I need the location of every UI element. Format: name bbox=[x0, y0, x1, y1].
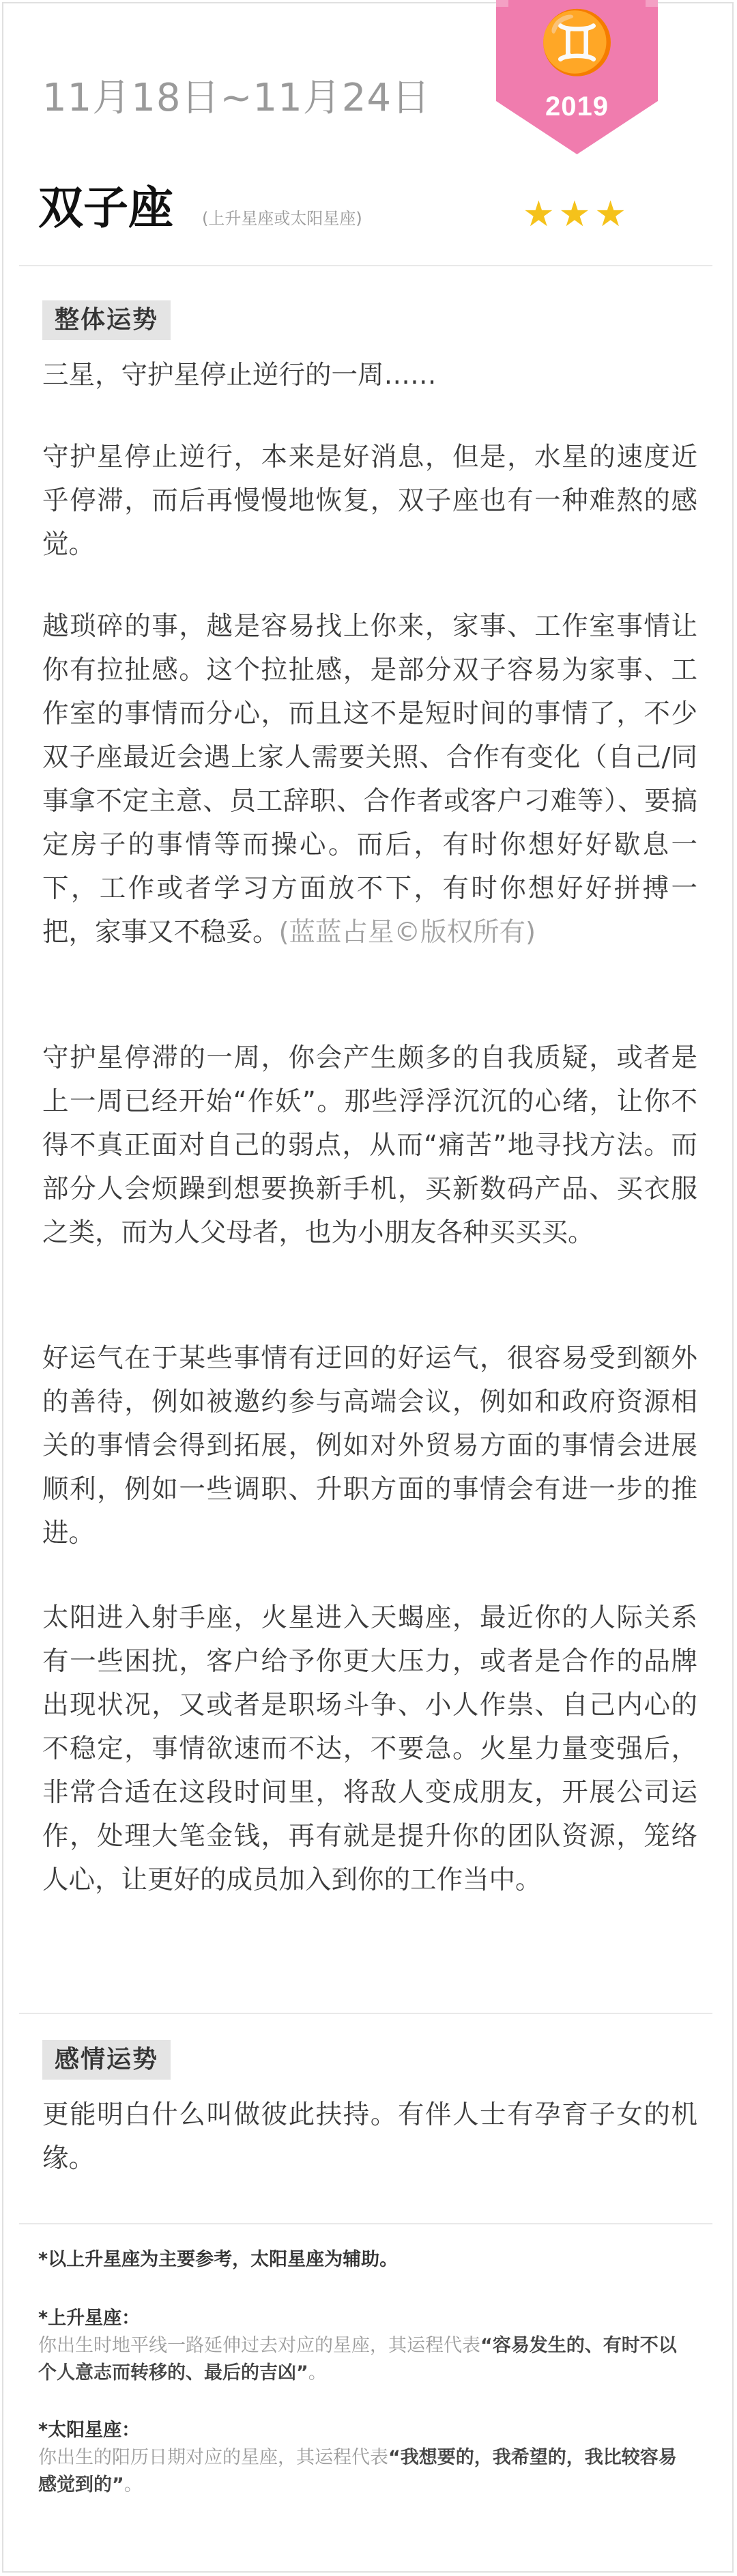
overall-paragraph-5: 好运气在于某些事情有迂回的好运气，很容易受到额外的善待，例如被邀约参与高端会议，例如和政府资源相关的事情会得到拓展，例如对外贸易方面的事情会进展顺利，例如一些调职、升职方面的事情会有进一步的推进。 bbox=[42, 1343, 697, 1548]
love-fortune-tag: 感情运势 bbox=[42, 2040, 171, 2080]
rising-sign-body: 你出生时地平线一路延伸过去对应的星座，其运程代表 bbox=[38, 2335, 480, 2356]
overall-paragraph-4: 守护星停滞的一周，你会产生颇多的自我质疑，或者是上一周已经开始“作妖”。那些浮浮沉沉的心绪，让你不得不真正面对自己的弱点，从而“痛苦”地寻找方法。而部分人会烦躁到想要换新手机，买新数码产品、买衣服之类，而为人父母者，也为小朋友各种买买买。 bbox=[42, 1043, 697, 1248]
section-divider bbox=[19, 2013, 712, 2014]
sun-sign-body: 你出生的阳历日期对应的星座，其运程代表 bbox=[38, 2447, 388, 2468]
notes-main: *以上升星座为主要参考，太阳星座为辅助。 bbox=[38, 2249, 399, 2270]
overall-paragraph-6: 太阳进入射手座，火星进入天蝎座，最近你的人际关系有一些困扰，客户给予你更大压力，或者是合作的品牌出现状况，又或者是职场斗争、小人作祟、自己内心的不稳定，事情欲速而不达，不要急。火星力量变强后，非常合适在这段时间里，将敌人变成朋友，开展公司运作，处理大笔金钱，再有就是提升你的团队资源，笼络人心，让更好的成员加入到你的工作当中。 bbox=[42, 1602, 697, 1895]
rising-sign-description bbox=[38, 2332, 693, 2387]
overall-paragraph-3-text: 越琐碎的事，越是容易找上你来，家事、工作室事情让你有拉扯感。这个拉扯感，是部分双子容易为家事、工作室的事情而分心，而且这不是短时间的事情了，不少双子座最近会遇上家人需要关照、合作有变化（自己/同事拿不定主意、员工辞职、合作者或客户刁难等）、要搞定房子的事情等而操心。而后，有时你想好好歇息一下，工作或者学习方面放不下，有时你想好好拼搏一把，家事又不稳妥。 bbox=[42, 611, 697, 948]
love-paragraph-1: 更能明白什么叫做彼此扶持。有伴人士有孕育子女的机缘。 bbox=[42, 2099, 697, 2174]
copyright-note: (蓝蓝占星©版权所有) bbox=[278, 917, 536, 948]
rising-sign-end: 。 bbox=[308, 2362, 327, 2383]
rising-sign-emphasis: “容易发生的、有时不以个人意志而转移的、最后的吉凶” bbox=[38, 2335, 677, 2383]
sun-sign-emphasis: “我想要的，我希望的，我比较容易感觉到的” bbox=[38, 2447, 677, 2495]
sun-sign-title: *太阳星座： bbox=[38, 2420, 141, 2441]
notes-divider bbox=[19, 2223, 712, 2224]
overall-fortune-tag: 整体运势 bbox=[42, 300, 171, 340]
rising-sign-title: *上升星座： bbox=[38, 2308, 141, 2329]
overall-paragraph-3 bbox=[42, 605, 697, 954]
sun-sign-description bbox=[38, 2444, 693, 2499]
date-range: 11月18日~11月24日 bbox=[42, 76, 431, 120]
header-divider bbox=[19, 265, 712, 266]
sign-note: (上升星座或太阳星座) bbox=[202, 209, 362, 228]
gemini-symbol-icon: ♊ bbox=[538, 7, 616, 79]
ribbon-year: 2019 bbox=[545, 91, 609, 122]
zodiac-ribbon-badge bbox=[496, 0, 658, 157]
overall-paragraph-2: 守护星停止逆行，本来是好消息，但是，水星的速度近乎停滞，而后再慢慢地恢复，双子座也有一种难熬的感觉。 bbox=[42, 442, 697, 560]
rating-stars: ★★★ bbox=[523, 194, 631, 235]
sign-name: 双子座 bbox=[38, 182, 173, 234]
sun-sign-end: 。 bbox=[124, 2474, 143, 2495]
overall-paragraph-1: 三星，守护星停止逆行的一周…… bbox=[42, 360, 437, 391]
